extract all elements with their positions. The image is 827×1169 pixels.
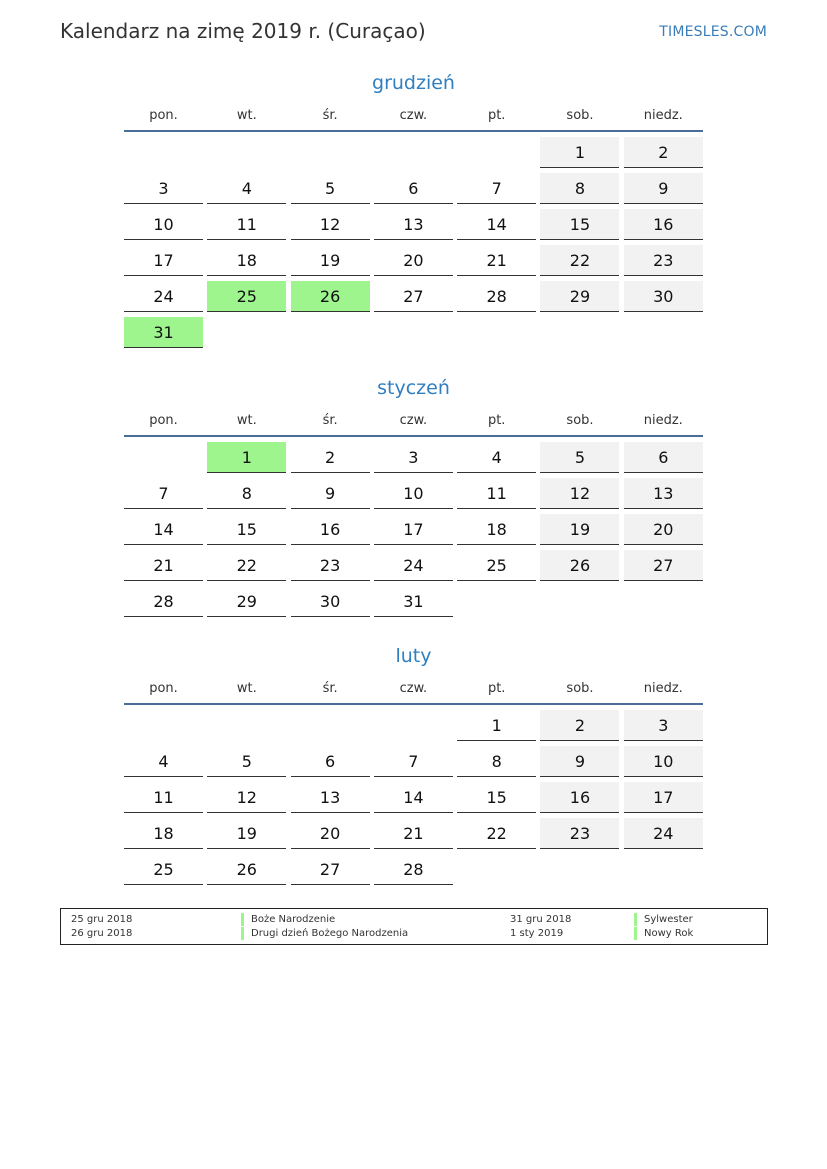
day-cell: 14: [124, 514, 203, 545]
day-cell: 27: [291, 854, 370, 885]
legend-name: Drugi dzień Bożego Narodzenia: [241, 927, 408, 940]
day-cell: 18: [207, 245, 286, 276]
weekday-label: pon.: [149, 681, 178, 696]
weekday-label: wt.: [236, 413, 257, 428]
day-cell: 8: [540, 173, 619, 204]
weekday-label: śr.: [322, 681, 338, 696]
month-december: [124, 70, 703, 348]
empty-cell: [374, 710, 453, 741]
day-cell: 27: [374, 281, 453, 312]
weekday-header: [124, 411, 703, 437]
day-cell: 13: [291, 782, 370, 813]
weekday-label: czw.: [399, 413, 428, 428]
day-cell: 13: [374, 209, 453, 240]
weekday-label: niedz.: [643, 681, 683, 696]
day-cell: 16: [291, 514, 370, 545]
day-cell: 2: [291, 442, 370, 473]
day-cell: 5: [291, 173, 370, 204]
day-cell: 6: [291, 746, 370, 777]
legend-date: 26 gru 2018: [71, 928, 133, 939]
month-title: grudzień: [372, 72, 455, 94]
day-cell: 1: [457, 710, 536, 741]
day-cell: 28: [374, 854, 453, 885]
weekday-label: śr.: [322, 108, 338, 123]
day-cell: 20: [291, 818, 370, 849]
day-cell: 21: [457, 245, 536, 276]
day-cell: 15: [540, 209, 619, 240]
day-cell: 1: [207, 442, 286, 473]
day-cell: 5: [540, 442, 619, 473]
weekday-label: pon.: [149, 108, 178, 123]
day-cell: 17: [374, 514, 453, 545]
day-cell: 7: [374, 746, 453, 777]
day-cell: 26: [540, 550, 619, 581]
weekday-label: wt.: [236, 108, 257, 123]
day-cell: 29: [540, 281, 619, 312]
day-cell: 21: [374, 818, 453, 849]
days-grid: [124, 710, 703, 885]
days-grid: [124, 442, 703, 617]
day-cell: 30: [624, 281, 703, 312]
day-cell: 11: [124, 782, 203, 813]
day-cell: 4: [124, 746, 203, 777]
day-cell: 21: [124, 550, 203, 581]
day-cell: 22: [207, 550, 286, 581]
day-cell: 25: [457, 550, 536, 581]
day-cell: 15: [457, 782, 536, 813]
day-cell: 16: [540, 782, 619, 813]
weekday-label: pon.: [149, 413, 178, 428]
day-cell: 6: [374, 173, 453, 204]
day-cell: 10: [124, 209, 203, 240]
day-cell: 27: [624, 550, 703, 581]
day-cell: 31: [124, 317, 203, 348]
day-cell: 11: [457, 478, 536, 509]
day-cell: 9: [291, 478, 370, 509]
weekday-label: sob.: [566, 413, 594, 428]
day-cell: 26: [207, 854, 286, 885]
day-cell: 23: [624, 245, 703, 276]
weekday-label: wt.: [236, 681, 257, 696]
day-cell: 1: [540, 137, 619, 168]
day-cell: 18: [124, 818, 203, 849]
legend-name: Sylwester: [634, 913, 693, 926]
weekday-header: [124, 679, 703, 705]
weekday-label: śr.: [322, 413, 338, 428]
day-cell: 20: [624, 514, 703, 545]
empty-cell: [124, 137, 203, 168]
day-cell: 2: [624, 137, 703, 168]
day-cell: 7: [457, 173, 536, 204]
empty-cell: [207, 710, 286, 741]
day-cell: 10: [374, 478, 453, 509]
days-grid: [124, 137, 703, 348]
day-cell: 14: [374, 782, 453, 813]
weekday-label: pt.: [487, 413, 506, 428]
day-cell: 3: [374, 442, 453, 473]
day-cell: 24: [124, 281, 203, 312]
weekday-label: sob.: [566, 681, 594, 696]
weekday-label: pt.: [487, 108, 506, 123]
empty-cell: [291, 137, 370, 168]
day-cell: 9: [624, 173, 703, 204]
page-title: Kalendarz na zimę 2019 r. (Curaçao): [60, 19, 426, 43]
day-cell: 19: [207, 818, 286, 849]
weekday-header: [124, 106, 703, 132]
day-cell: 25: [207, 281, 286, 312]
day-cell: 13: [624, 478, 703, 509]
day-cell: 23: [291, 550, 370, 581]
day-cell: 31: [374, 586, 453, 617]
day-cell: 24: [624, 818, 703, 849]
weekday-label: niedz.: [643, 413, 683, 428]
day-cell: 8: [207, 478, 286, 509]
empty-cell: [374, 137, 453, 168]
day-cell: 3: [624, 710, 703, 741]
day-cell: 28: [457, 281, 536, 312]
day-cell: 23: [540, 818, 619, 849]
day-cell: 12: [540, 478, 619, 509]
empty-cell: [291, 710, 370, 741]
day-cell: 2: [540, 710, 619, 741]
day-cell: 4: [457, 442, 536, 473]
holiday-legend: [60, 908, 768, 945]
day-cell: 3: [124, 173, 203, 204]
legend-date: 1 sty 2019: [510, 928, 564, 939]
day-cell: 28: [124, 586, 203, 617]
empty-cell: [207, 137, 286, 168]
day-cell: 9: [540, 746, 619, 777]
day-cell: 6: [624, 442, 703, 473]
weekday-label: czw.: [399, 681, 428, 696]
day-cell: 12: [291, 209, 370, 240]
day-cell: 30: [291, 586, 370, 617]
month-january: [124, 375, 703, 617]
day-cell: 19: [291, 245, 370, 276]
day-cell: 17: [124, 245, 203, 276]
day-cell: 20: [374, 245, 453, 276]
weekday-label: niedz.: [643, 108, 683, 123]
day-cell: 29: [207, 586, 286, 617]
empty-cell: [124, 710, 203, 741]
day-cell: 19: [540, 514, 619, 545]
day-cell: 25: [124, 854, 203, 885]
legend-date: 25 gru 2018: [71, 914, 133, 925]
day-cell: 16: [624, 209, 703, 240]
weekday-label: pt.: [487, 681, 506, 696]
day-cell: 15: [207, 514, 286, 545]
day-cell: 14: [457, 209, 536, 240]
legend-name: Nowy Rok: [634, 927, 693, 940]
legend-date: 31 gru 2018: [510, 914, 572, 925]
month-title: styczeń: [377, 377, 450, 399]
empty-cell: [457, 137, 536, 168]
day-cell: 4: [207, 173, 286, 204]
day-cell: 8: [457, 746, 536, 777]
brand-link[interactable]: TIMESLES.COM: [659, 24, 767, 40]
day-cell: 17: [624, 782, 703, 813]
day-cell: 7: [124, 478, 203, 509]
day-cell: 26: [291, 281, 370, 312]
month-title: luty: [395, 645, 432, 667]
day-cell: 18: [457, 514, 536, 545]
day-cell: 22: [457, 818, 536, 849]
day-cell: 10: [624, 746, 703, 777]
day-cell: 24: [374, 550, 453, 581]
weekday-label: sob.: [566, 108, 594, 123]
day-cell: 22: [540, 245, 619, 276]
day-cell: 5: [207, 746, 286, 777]
month-february: [124, 643, 703, 885]
day-cell: 11: [207, 209, 286, 240]
weekday-label: czw.: [399, 108, 428, 123]
empty-cell: [124, 442, 203, 473]
day-cell: 12: [207, 782, 286, 813]
legend-name: Boże Narodzenie: [241, 913, 335, 926]
